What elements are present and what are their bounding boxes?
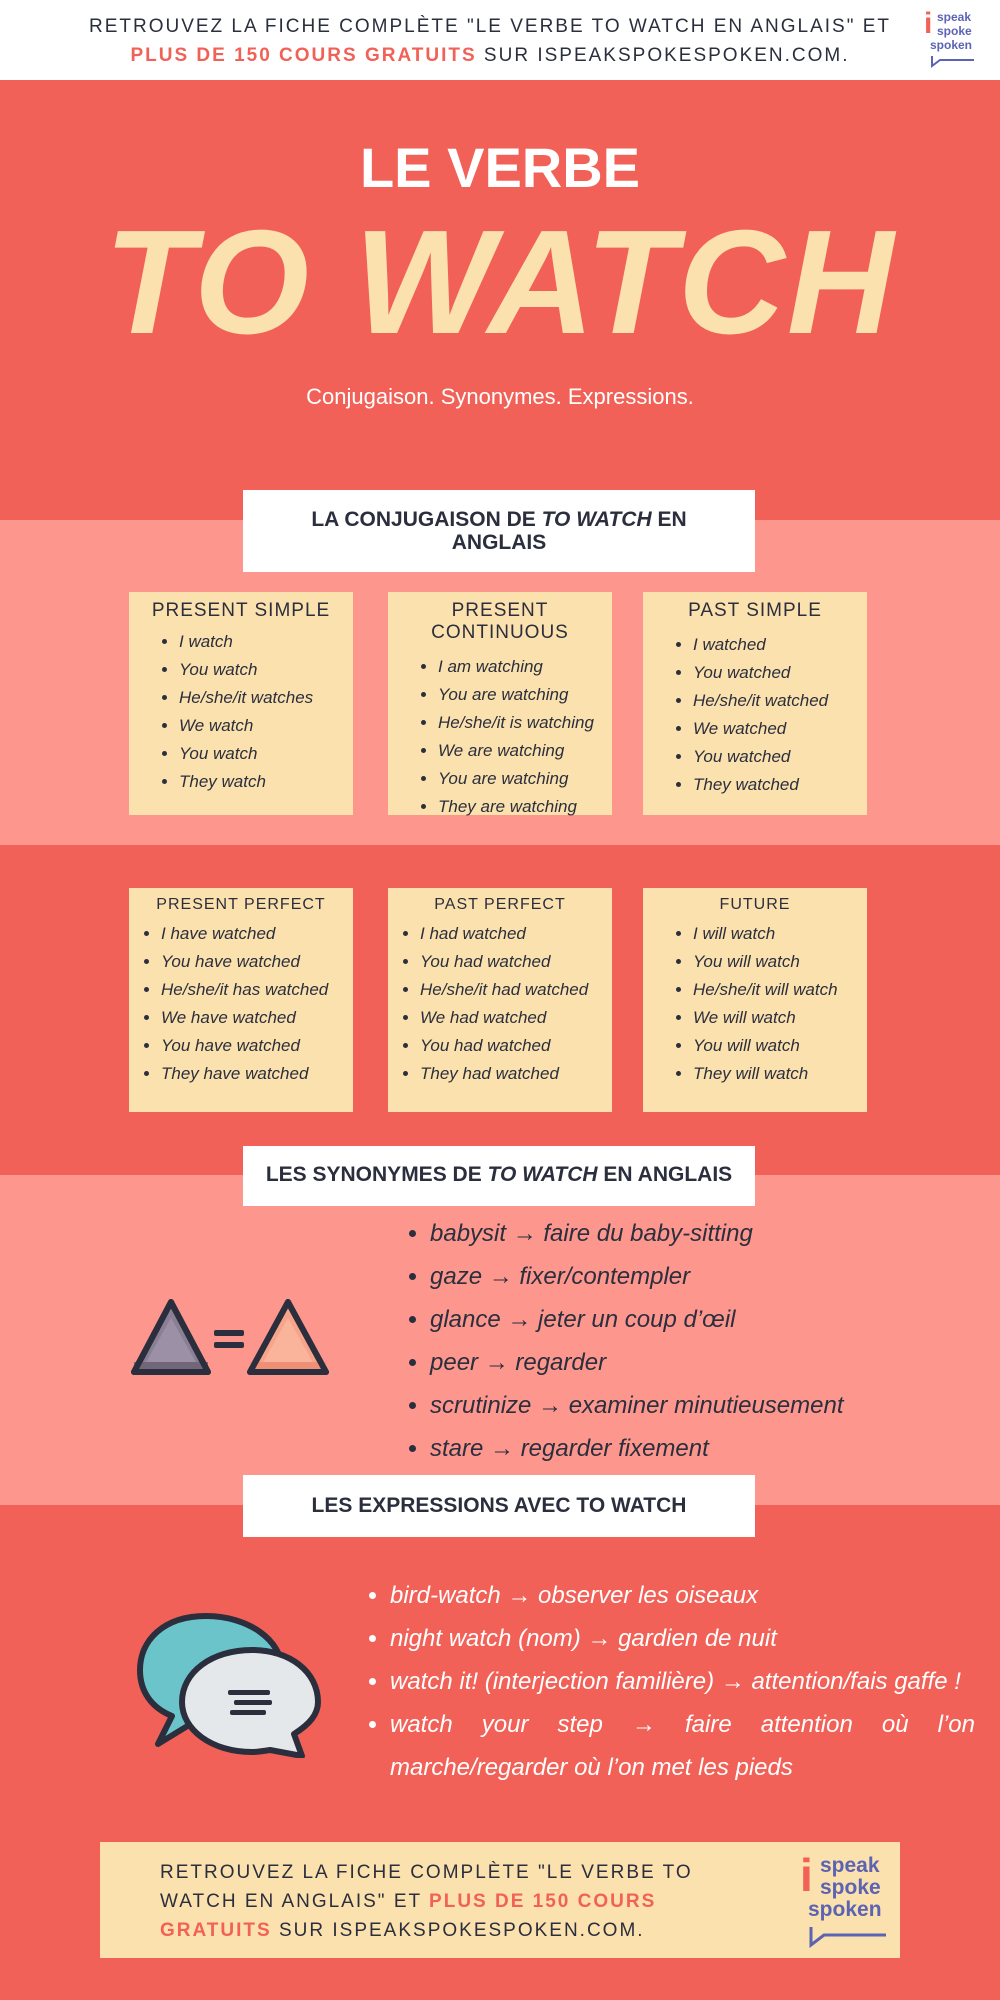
tense-form: • You watch: [179, 656, 353, 684]
tense-form: • We are watching: [438, 737, 612, 765]
logo-speak: speak: [937, 10, 972, 24]
tense-form: • We have watched: [161, 1004, 353, 1032]
expression-item: • watch your step → faire attention où l’on marche/regarder où l’on met les pieds: [390, 1703, 975, 1789]
tense-form: • He/she/it had watched: [420, 976, 612, 1004]
tense-forms: [129, 920, 353, 1088]
expression-item: • watch it! (interjection familière) → attention/fais gaffe !: [390, 1660, 975, 1703]
tense-forms: [643, 920, 867, 1088]
tense-card: [388, 888, 612, 1112]
tense-name: PRESENT CONTINUOUS: [431, 600, 569, 643]
tense-name: PRESENT SIMPLE: [151, 600, 331, 621]
footer-highlight: PLUS DE 150 COURS GRATUITS: [160, 1891, 657, 1941]
tense-card: [643, 888, 867, 1112]
synonym-item: • peer → regarder: [430, 1341, 950, 1384]
footer-text-pre: RETROUVEZ LA FICHE COMPLÈTE "LE VERBE TO WATCH EN ANGLAIS" ET: [160, 1862, 693, 1912]
conjugation-heading-post: EN ANGLAIS: [451, 508, 687, 554]
tense-form: • You are watching: [438, 765, 612, 793]
tense-form: • They will watch: [693, 1060, 867, 1088]
tense-form: • You watch: [179, 740, 353, 768]
logo-spoke: spoke: [937, 24, 972, 38]
synonyms-heading-pre: LES SYNONYMES DE: [265, 1163, 488, 1186]
tense-form: • They have watched: [161, 1060, 353, 1088]
logo-spoke: spoke: [820, 1876, 881, 1899]
logo-underline-icon: [808, 1924, 888, 1948]
tense-form: • I am watching: [438, 653, 612, 681]
logo-speak: speak: [820, 1854, 880, 1877]
synonyms-heading-em: TO WATCH: [487, 1163, 598, 1186]
top-banner-line1: RETROUVEZ LA FICHE COMPLÈTE "LE VERBE TO WATCH EN ANGLAIS" ET: [88, 16, 892, 37]
tense-form: • He/she/it has watched: [161, 976, 353, 1004]
synonym-item: • babysit → faire du baby-sitting: [430, 1212, 950, 1255]
expressions-heading: LES EXPRESSIONS AVEC TO WATCH: [243, 1475, 755, 1537]
synonym-item: • gaze → fixer/contempler: [430, 1255, 950, 1298]
expression-item: • night watch (nom) → gardien de nuit: [390, 1617, 975, 1660]
tense-card: [388, 592, 612, 815]
brand-logo-footer[interactable]: [800, 1849, 892, 1950]
synonyms-list: [430, 1212, 950, 1470]
top-banner-highlight: PLUS DE 150 COURS GRATUITS: [130, 45, 477, 66]
tense-form: • He/she/it will watch: [693, 976, 867, 1004]
tense-form: • I watch: [179, 628, 353, 656]
tense-card: [643, 592, 867, 815]
top-banner-line2: SUR ISPEAKSPOKESPOKEN.COM.: [476, 45, 850, 66]
tense-card: [129, 888, 353, 1112]
tense-form: • You watched: [693, 659, 867, 687]
tense-form: • You had watched: [420, 1032, 612, 1060]
conjugation-heading: [243, 490, 755, 572]
tense-form: • You watched: [693, 743, 867, 771]
tense-form: • I will watch: [693, 920, 867, 948]
tense-form: • They had watched: [420, 1060, 612, 1088]
hero-pre-title: LE VERBE: [359, 136, 641, 199]
tense-forms: [388, 920, 612, 1088]
tense-forms: [643, 631, 867, 799]
tense-forms: [388, 653, 612, 821]
expressions-list: [390, 1574, 975, 1789]
conjugation-heading-pre: LA CONJUGAISON DE: [311, 508, 542, 531]
tense-form: • We watch: [179, 712, 353, 740]
synonym-item: • glance → jeter un coup d’œil: [430, 1298, 950, 1341]
tense-name: PAST SIMPLE: [688, 600, 822, 621]
tense-form: • We had watched: [420, 1004, 612, 1032]
synonym-item: • scrutinize → examiner minutieusement: [430, 1384, 950, 1427]
expression-item: • bird-watch → observer les oiseaux: [390, 1574, 975, 1617]
synonyms-heading-post: EN ANGLAIS: [597, 1163, 733, 1186]
tense-form: • You are watching: [438, 681, 612, 709]
tense-form: • He/she/it is watching: [438, 709, 612, 737]
tense-form: • You have watched: [161, 948, 353, 976]
conjugation-heading-em: TO WATCH: [541, 508, 652, 531]
tense-name: PRESENT PERFECT: [156, 896, 326, 913]
tense-form: • You will watch: [693, 948, 867, 976]
tense-form: • He/she/it watches: [179, 684, 353, 712]
tense-name: PAST PERFECT: [434, 896, 566, 913]
speech-bubbles-icon: [136, 1610, 322, 1758]
tense-form: • You have watched: [161, 1032, 353, 1060]
tense-name: FUTURE: [719, 896, 791, 913]
tense-form: • They are watching: [438, 793, 612, 821]
tense-form: • I had watched: [420, 920, 612, 948]
synonym-item: • stare → regarder fixement: [430, 1427, 950, 1470]
tense-form: • They watched: [693, 771, 867, 799]
top-banner-text: [60, 12, 920, 70]
logo-spoken: spoken: [930, 38, 973, 52]
tense-form: • He/she/it watched: [693, 687, 867, 715]
logo-spoken: spoken: [808, 1898, 882, 1921]
equal-triangles-icon: [128, 1296, 334, 1380]
synonyms-heading: [243, 1146, 755, 1206]
tense-form: • I have watched: [161, 920, 353, 948]
tense-forms: [129, 628, 353, 796]
tense-form: • We watched: [693, 715, 867, 743]
tense-form: • You will watch: [693, 1032, 867, 1060]
tense-form: • I watched: [693, 631, 867, 659]
footer-text-post: SUR ISPEAKSPOKESPOKEN.COM.: [271, 1920, 645, 1941]
logo-i: i: [800, 1849, 813, 1901]
tense-form: • You had watched: [420, 948, 612, 976]
tense-form: • They watch: [179, 768, 353, 796]
hero-title: TO WATCH: [104, 200, 896, 365]
hero-subtitle: Conjugaison. Synonymes. Expressions.: [306, 384, 694, 409]
logo-underline-icon: [930, 54, 976, 68]
footer-text: [160, 1858, 700, 1945]
tense-form: • We will watch: [693, 1004, 867, 1032]
brand-logo-top[interactable]: [924, 8, 984, 72]
logo-i: i: [924, 7, 933, 40]
tense-card: [129, 592, 353, 815]
